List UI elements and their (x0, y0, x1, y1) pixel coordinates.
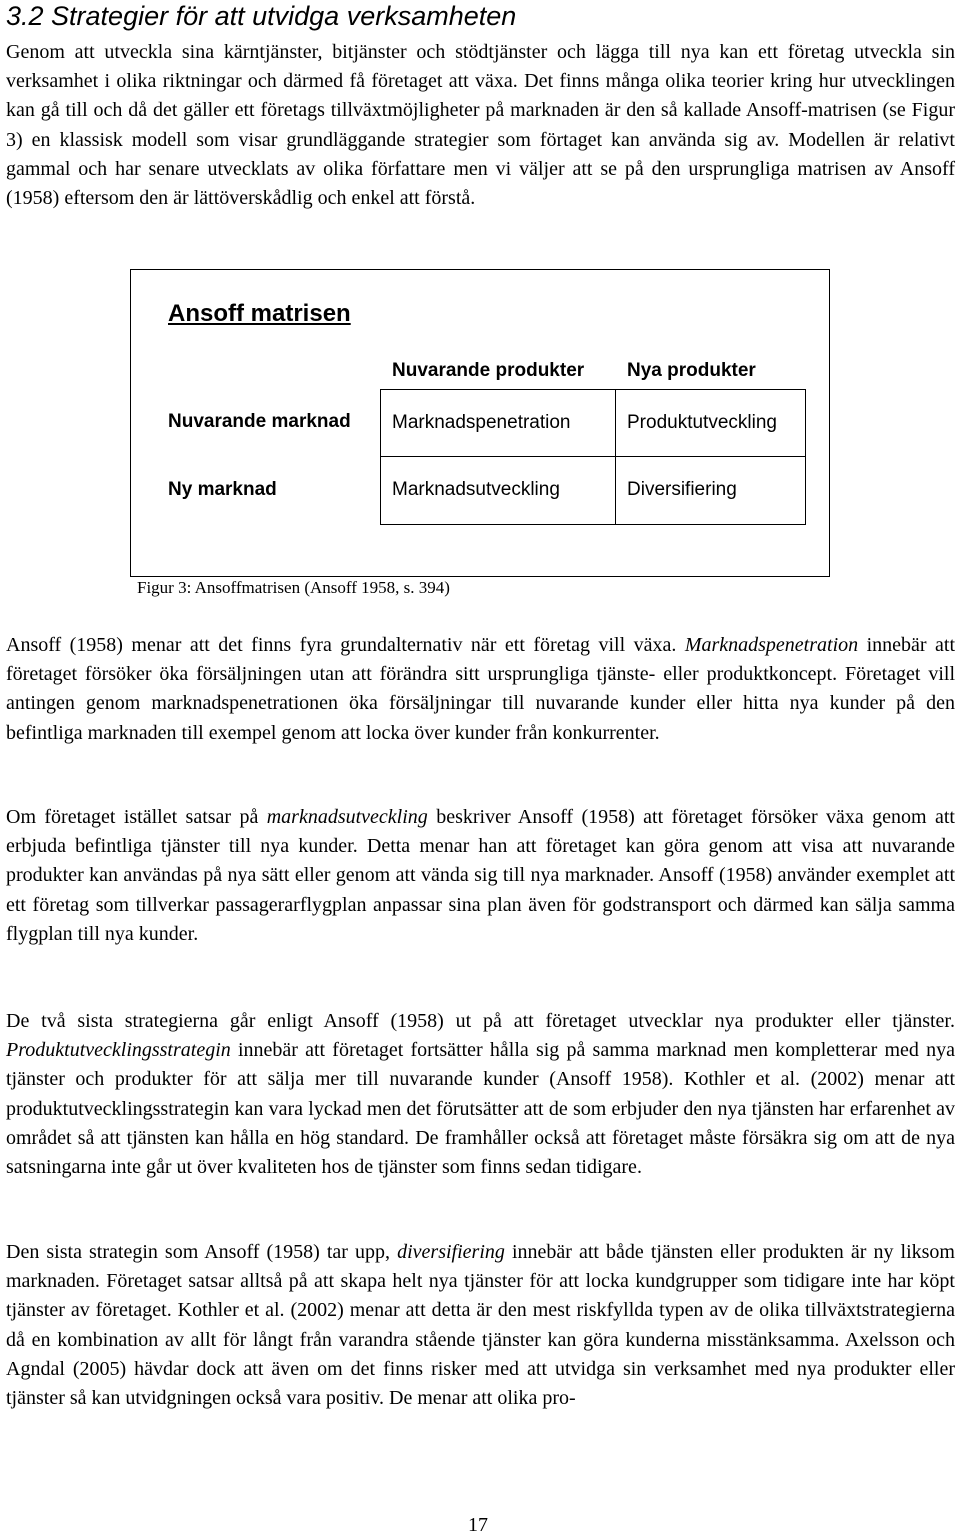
term-marknadsutveckling: marknadsutveckling (266, 806, 428, 828)
column-header-new-products: Nya produkter (627, 360, 756, 381)
term-diversifiering: diversifiering (397, 1241, 505, 1263)
matrix-cell-diversification: Diversifiering (627, 479, 737, 500)
paragraph-intro: Genom att utveckla sina kärntjänster, bitjänster och stödtjänster och lägga till nya kan ett företag utveckla sin verksamhet i olika riktningar och därmed få företaget att växa. Det finns många olika teorier kring hur utvecklingen kan gå till och då det gäller ett företags tillväxtmöjligheter på marknaden är den så kallade Ansoff-matrisen (se Figur 3) en klassisk modell som visar grundläggande strategier som förtaget kan använda sig av. Modellen är relativt gammal och har senare utvecklats av olika författare men vi väljer att se på den ursprungliga matrisen av Ansoff (1958) eftersom den är lättöverskådlig och enkel att förstå. (6, 41, 955, 210)
matrix-cell-market-development: Marknadsutveckling (392, 479, 560, 500)
paragraph-product-development: De två sista strategierna går enligt Ansoff (1958) ut på att företaget utvecklar nya produkter eller tjänster. Produktutvecklingsstrategin innebär att företaget fortsätter hålla sig på samma marknad men kompletterar med nya tjänster och produkter för att sälja mer till nuvarande kunder (Ansoff 1958). Kothler et al. (2002) menar att produktutvecklingsstrategin kan vara lyckad men det förutsätter att de som erbjuder den nya tjänsten har erfarenhet av området så att tjänsten kan hålla en hög standard. De framhåller också att företaget måste försäkra sig om att de nya satsningarna inte går ut över kvaliteten hos de tjänster som finns sedan tidigare. (6, 1010, 955, 1179)
figure-caption: Figur 3: Ansoffmatrisen (Ansoff 1958, s. 394) (137, 578, 450, 597)
matrix-cell-market-penetration: Marknadspenetration (392, 411, 571, 433)
row-header-new-market: Ny marknad (168, 479, 277, 500)
term-marknadspenetration: Marknadspenetration (684, 634, 859, 656)
matrix-cell-product-development: Produktutveckling (627, 411, 777, 433)
term-produktutvecklingsstrategin: Produktutvecklingsstrategin (6, 1039, 231, 1062)
section-heading: 3.2 Strategier för att utvidga verksamheten (6, 1, 517, 31)
paragraph-market-penetration: Ansoff (1958) menar att det finns fyra grundalternativ när ett företag vill växa. Marknadspenetration innebär att företaget försöker öka försäljningen utan att förändra sitt ursprungliga tjänste- eller produktkoncept. Företaget vill antingen genom marknadspenetrationen öka försäljningar till nuvarande kunder eller hitta nya kunder på den befintliga marknaden till exempel genom att locka över kunder från konkurrenter. (6, 634, 956, 744)
column-header-current-products: Nuvarande produkter (392, 360, 585, 381)
paragraph-diversification: Den sista strategin som Ansoff (1958) tar upp, diversifiering innebär att både tjänsten eller produkten är ny liksom marknaden. Företaget satsar alltså på att skapa helt nya tjänster för att locka kundgrupper som tidigare inte har köpt tjänster av företaget. Kothler et al. (2002) menar att detta är den mest riskfyllda typen av de olika tillväxtstrategierna då en kombination av allt för långt från varandra stående tjänster kan göra kunderna misstänksamma. Axelsson och Agndal (2005) hävdar dock att även om det finns risker med att utvidga sin verksamhet med nya produkter eller tjänster så kan utvidgningen också vara positiv. De menar att olika pro- (6, 1241, 955, 1410)
page-number: 17 (468, 1514, 488, 1536)
row-header-current-market: Nuvarande marknad (168, 411, 351, 432)
paragraph-market-development: Om företaget istället satsar på marknadsutveckling beskriver Ansoff (1958) att företaget försöker växa genom att erbjuda befintliga tjänster till nya kunder. Detta menar han att företaget kan göra genom att visa att nuvarande produkter kan användas på nya sätt eller genom att vända sig till nya marknader. Ansoff (1958) använder exemplet att ett företag som tillverkar passagerarflygplan anpassar sina plan även för godstransport och därmed kan sälja samma flygplan till nya kunder. (6, 806, 955, 945)
figure-title: Ansoff matrisen (168, 300, 351, 327)
ansoff-matrix-grid (380, 389, 806, 525)
